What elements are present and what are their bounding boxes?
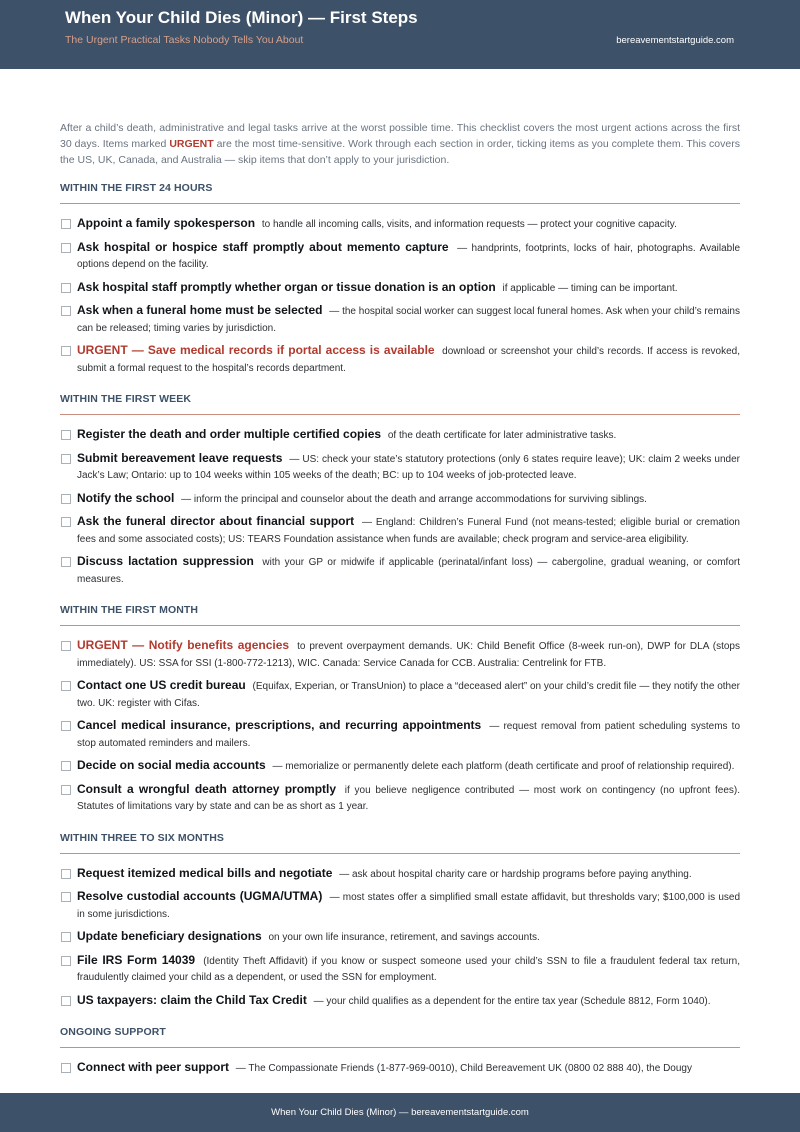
checklist-item-text: [77, 757, 740, 776]
checklist-item-title: Ask when a funeral home must be selected: [77, 303, 323, 317]
checklist: [60, 215, 740, 377]
checklist-item-title: Ask hospital staff promptly whether organ or tissue donation is an option: [77, 279, 496, 294]
checklist: [60, 865, 740, 1011]
checklist-content: [60, 120, 740, 1094]
checkbox[interactable]: [61, 219, 71, 229]
checklist-item-title: Update beneficiary designations: [77, 929, 262, 943]
checklist-item: [60, 757, 740, 776]
checklist-item-description: — ask about hospital charity care or hardship programs before paying anything.: [339, 868, 692, 880]
checklist-item-text: [77, 490, 740, 509]
checklist-item-text: [77, 952, 740, 987]
checklist-item-text: [77, 865, 740, 884]
checkbox[interactable]: [61, 494, 71, 504]
checkbox[interactable]: [61, 517, 71, 527]
checklist: [60, 637, 740, 816]
checkbox[interactable]: [61, 243, 71, 253]
checklist-item-description: to prevent overpayment demands. UK: Child Benefit Office (8-week run-on), DWP for DLA (stops immediately). US: SSA for SSI (1-800-772-1213), WIC. Canada: Service Canada for CCB. Australia: Centrelink for FTB.: [77, 641, 740, 669]
checklist-item: [60, 490, 740, 509]
checkbox[interactable]: [61, 306, 71, 316]
checklist-item-description: — US: check your state’s statutory protections (only 6 states require leave); UK: claim 2 weeks under Jack’s Law; Ontario: up to 104 weeks within 105 weeks of the death; BC: up to 104 weeks of job-protected leave.: [77, 453, 740, 481]
checklist-item: [60, 279, 740, 298]
checklist-item-title: Discuss lactation suppression: [77, 554, 254, 568]
checklist-item-text: [77, 781, 740, 816]
checklist: [60, 1059, 740, 1078]
checklist-item-title: US taxpayers: claim the Child Tax Credit: [77, 992, 307, 1007]
footer-text: When Your Child Dies (Minor) — bereavementstartguide.com: [271, 1107, 529, 1118]
urgent-keyword: URGENT: [169, 138, 214, 150]
checklist-item-description: on your own life insurance, retirement, and savings accounts.: [268, 932, 540, 943]
checklist-item: [60, 426, 740, 445]
checklist-item-title: Request itemized medical bills and negotiate: [77, 865, 333, 880]
page-title: When Your Child Dies (Minor) — First Steps: [65, 8, 418, 27]
checklist-item-text: [77, 677, 740, 712]
section-heading: WITHIN THE FIRST WEEK: [60, 393, 740, 415]
checklist-item-description: — The Compassionate Friends (1-877-969-0010), Child Bereavement UK (0800 02 888 40), the Dougy: [235, 1063, 692, 1074]
checklist-item-text: [77, 717, 740, 752]
checklist-item-text: [77, 992, 740, 1011]
checklist-item-description: of the death certificate for later administrative tasks.: [387, 430, 617, 441]
checkbox[interactable]: [61, 721, 71, 731]
checklist-item-title: Connect with peer support: [77, 1060, 230, 1074]
checklist-item-title: Notify the school: [77, 490, 175, 505]
checklist: [60, 426, 740, 588]
checklist-item-text: [77, 888, 740, 923]
checklist-item-description: to handle all incoming calls, visits, and information requests — protect your cognitive capacity.: [261, 219, 677, 230]
checklist-item-text: [77, 215, 740, 234]
checklist-item-title: Ask hospital or hospice staff promptly about memento capture: [77, 239, 449, 254]
checklist-item: [60, 1059, 740, 1078]
checklist-item-title: Resolve custodial accounts (UGMA/UTMA): [77, 889, 323, 903]
checkbox[interactable]: [61, 956, 71, 966]
checklist-item-description: — memorialize or permanently delete each platform (death certificate and proof of relationship required).: [272, 761, 735, 772]
checkbox[interactable]: [61, 283, 71, 293]
checklist-item-description: — handprints, footprints, locks of hair, photographs. Available options depend on the facility.: [77, 242, 741, 270]
intro-paragraph: [60, 120, 740, 168]
intro-text-end: are the most time-sensitive. Work through each section in order, ticking items as you complete them. This covers the US, UK, Canada, and Australia — skip items that don’t apply to your jurisdiction.: [60, 138, 740, 166]
checklist-item: [60, 513, 740, 548]
page-subtitle: The Urgent Practical Tasks Nobody Tells You About: [65, 34, 304, 46]
site-name: bereavementstartguide.com: [616, 35, 734, 46]
checklist-item-text: [77, 553, 740, 588]
checklist-item-text: [77, 342, 740, 377]
checklist-item: [60, 677, 740, 712]
checklist-item-text: [77, 450, 740, 485]
checklist-item-title: Consult a wrongful death attorney promptly: [77, 781, 337, 796]
checklist-item-text: [77, 637, 740, 672]
checklist-item-description: — the hospital social worker can suggest local funeral homes. Ask when your child’s remains can be released; timing varies by jurisdiction.: [77, 306, 740, 334]
section-heading: ONGOING SUPPORT: [60, 1026, 740, 1048]
checkbox[interactable]: [61, 785, 71, 795]
checklist-item-title: Contact one US credit bureau: [77, 678, 246, 692]
checklist-item: [60, 952, 740, 987]
checklist-item-description: if you believe negligence contributed — most work on contingency (no upfront fees). Statutes of limitations vary by state and can be as short as 1 year.: [77, 784, 741, 812]
checkbox[interactable]: [61, 892, 71, 902]
checklist-item-description: with your GP or midwife if applicable (perinatal/infant loss) — cabergoline, gradual weaning, or comfort measures.: [77, 557, 740, 585]
checklist-item: [60, 781, 740, 816]
checklist-sections: [60, 182, 740, 1078]
checklist-item: [60, 239, 740, 274]
checkbox[interactable]: [61, 641, 71, 651]
checklist-item-title: Register the death and order multiple certified copies: [77, 427, 382, 441]
checkbox[interactable]: [61, 932, 71, 942]
checklist-item: [60, 302, 740, 337]
checklist-item: [60, 928, 740, 947]
checklist-item-text: [77, 1059, 740, 1078]
checklist-item: [60, 637, 740, 672]
checklist-item-description: download or screenshot your child’s records. If access is revoked, submit a formal request to the hospital’s records department.: [77, 346, 741, 374]
checklist-item: [60, 450, 740, 485]
page-header: [0, 0, 800, 69]
checklist-item-title: Submit bereavement leave requests: [77, 450, 283, 465]
checkbox[interactable]: [61, 761, 71, 771]
checkbox[interactable]: [61, 454, 71, 464]
checkbox[interactable]: [61, 996, 71, 1006]
checklist-item: [60, 888, 740, 923]
checkbox[interactable]: [61, 869, 71, 879]
checklist-item-description: — England: Children’s Funeral Fund (not means-tested; eligible burial or cremation fees and some associated costs); US: TEARS Foundation assistance when funds are available; check program and service-area eligibility.: [77, 517, 740, 545]
section-heading: WITHIN THE FIRST 24 HOURS: [60, 182, 740, 204]
checkbox[interactable]: [61, 430, 71, 440]
section-heading: WITHIN THE FIRST MONTH: [60, 604, 740, 626]
checklist-item-text: [77, 239, 740, 274]
checklist-item-description: — your child qualifies as a dependent for the entire tax year (Schedule 8812, Form 1040).: [313, 995, 711, 1007]
checkbox[interactable]: [61, 1063, 71, 1073]
checklist-item-text: [77, 426, 740, 445]
checklist-item-description: if applicable — timing can be important.: [502, 282, 678, 294]
intro-text-start: After a child’s death, administrative and legal tasks arrive at the worst possible time. This checklist covers the most urgent actions across the first 30 days. Items marked: [60, 122, 740, 150]
checklist-item-description: — inform the principal and counselor about the death and arrange accommodations for surviving siblings.: [181, 493, 647, 505]
checklist-item: [60, 717, 740, 752]
checklist-item: [60, 865, 740, 884]
checklist-item-title: Appoint a family spokesperson: [77, 216, 256, 230]
checkbox[interactable]: [61, 681, 71, 691]
section-heading: WITHIN THREE TO SIX MONTHS: [60, 832, 740, 854]
checkbox[interactable]: [61, 557, 71, 567]
checklist-item-description: (Equifax, Experian, or TransUnion) to place a “deceased alert” on your child’s credit file — they notify the other two. UK: register with Cifas.: [77, 681, 740, 709]
checklist-item-title: Decide on social media accounts: [77, 758, 266, 772]
checklist-item-title: Cancel medical insurance, prescriptions, and recurring appointments: [77, 718, 482, 732]
checklist-item-description: — request removal from patient scheduling systems to stop automated reminders and mailers.: [77, 721, 741, 749]
checklist-item-description: (Identity Theft Affidavit) if you know or suspect someone used your child’s SSN to file a fraudulent federal tax return, fraudulently claimed your child as a dependent, or used the SSN for employment.: [77, 955, 740, 983]
checklist-item-description: — most states offer a simplified small estate affidavit, but thresholds vary; $100,000 is used in some jurisdictions.: [77, 892, 741, 920]
checkbox[interactable]: [61, 346, 71, 356]
checklist-item: [60, 992, 740, 1011]
page-footer: [0, 1093, 800, 1132]
checklist-item-text: [77, 279, 740, 298]
checklist-item: [60, 342, 740, 377]
checklist-item-title: Ask the funeral director about financial support: [77, 514, 355, 528]
checklist-item-title: URGENT — Save medical records if portal access is available: [77, 343, 435, 357]
checklist-item-text: [77, 928, 740, 947]
checklist-item-text: [77, 513, 740, 548]
checklist-item: [60, 553, 740, 588]
checklist-item-title: URGENT — Notify benefits agencies: [77, 638, 290, 652]
checklist-item: [60, 215, 740, 234]
checklist-item-title: File IRS Form 14039: [77, 952, 196, 967]
checklist-item-text: [77, 302, 740, 337]
